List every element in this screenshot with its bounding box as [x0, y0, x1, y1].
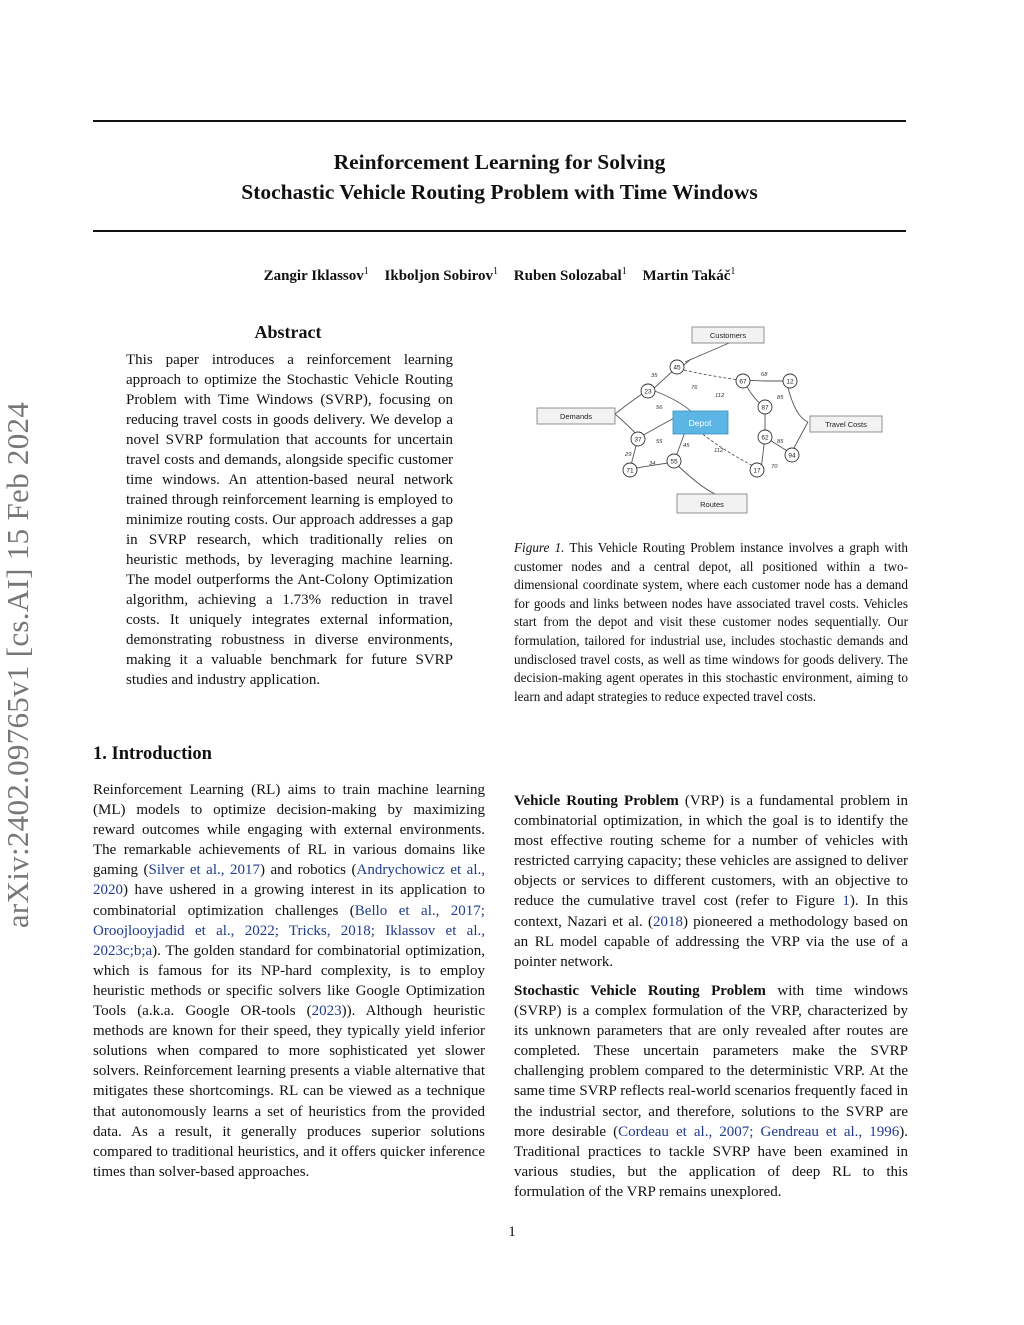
customer-node — [783, 374, 797, 388]
svg-text:45: 45 — [673, 364, 681, 372]
author-affil: 1 — [730, 266, 736, 277]
paper-title — [93, 147, 906, 207]
citation-link[interactable]: Silver et al., 2017 — [148, 862, 261, 879]
customer-node — [750, 463, 764, 477]
box-routes — [677, 494, 747, 513]
svg-text:17: 17 — [753, 467, 761, 475]
svg-text:87: 87 — [761, 404, 769, 412]
svg-text:67: 67 — [739, 378, 747, 386]
edge-label: 55 — [656, 439, 663, 445]
svg-text:Customers: Customers — [709, 331, 747, 340]
paragraph-lead: Stochastic Vehicle Routing Problem — [514, 983, 766, 999]
edge-label: 68 — [761, 372, 768, 378]
edge-label: 45 — [683, 443, 690, 449]
customer-node — [670, 360, 684, 374]
title-bottom-rule — [93, 230, 906, 232]
author: Ikboljon Sobirov — [384, 268, 494, 284]
customer-node — [623, 463, 637, 477]
customer-node — [736, 374, 750, 388]
edge-label: 112 — [715, 393, 725, 399]
figure-1-caption — [514, 539, 908, 706]
paragraph-lead: Vehicle Routing Problem — [514, 793, 679, 809]
edge-label: 70 — [771, 464, 778, 470]
title-line-2: Stochastic Vehicle Routing Problem with Time Windows — [241, 180, 758, 204]
edge-label: 56 — [656, 405, 663, 411]
svg-text:71: 71 — [626, 467, 634, 475]
intro-paragraph — [93, 780, 485, 1182]
svrp-paragraph — [514, 981, 908, 1202]
svg-text:94: 94 — [788, 452, 796, 460]
edge — [615, 414, 637, 435]
customer-node — [758, 400, 772, 414]
text-run: ) pioneered a methodology based on an RL model capable of addressing the VRP via the use of a pointer network. — [514, 913, 909, 970]
author: Ruben Solozabal — [513, 268, 622, 284]
svg-text:Depot: Depot — [688, 418, 712, 428]
edge-label: 85 — [777, 439, 784, 445]
depot-node — [673, 411, 728, 434]
edge-label: 112 — [714, 448, 724, 454]
edge-label: 76 — [691, 385, 698, 391]
abstract-text: This paper introduces a reinforcement learning approach to optimize the Stochastic Vehicle Routing Problem with Time Windows (SVRP), focusing on reducing travel costs in goods delivery. We develop a novel SVRP formulation that accounts for uncertain travel costs and demands, alongside specific customer time windows. An attention-based neural network trained through reinforcement learning is employed to minimize routing costs. Our approach addresses a gap in SVRP research, which traditionally relies on heuristic methods, by leveraging machine learning. The model outperforms the Ant-Colony Optimization algorithm, achieving a 1.73% reduction in travel costs. It uniquely integrates external information, demonstrating robustness in diverse environments, making it a valuable benchmark for future SVRP studies and industry application. — [126, 352, 453, 688]
svg-text:62: 62 — [761, 434, 769, 442]
customer-node — [758, 430, 772, 444]
edge — [679, 369, 740, 380]
customer-node — [631, 432, 645, 446]
vrp-paragraph — [514, 791, 908, 972]
svg-text:55: 55 — [670, 458, 678, 466]
svg-text:12: 12 — [786, 378, 794, 386]
box-customers — [692, 327, 764, 343]
text-run: with time windows (SVRP) is a complex formulation of the VRP, characterized by its unknown parameters that are only revealed after routes are completed. These uncertain parameters make the SVRP challenging problem compared to the deterministic VRP. At the same time SVRP reflects real-world scenarios frequently faced in the industrial sector, and therefore, solutions to the SVRP are more desirable ( — [514, 983, 908, 1140]
citation-link[interactable]: 2018 — [653, 913, 683, 930]
text-run: Reinforcement Learning (RL) aims to train machine learning (ML) models to optimize decision-making by maximizing reward outcomes while engaging with external environments. The remarkable achievements of RL in various domains like gaming ( — [93, 782, 485, 879]
citation-link[interactable]: Cordeau et al., 2007; Gendreau et al., 1996 — [618, 1123, 900, 1140]
author-list — [93, 266, 906, 285]
figure-1-diagram — [525, 322, 905, 522]
svg-text:37: 37 — [634, 436, 642, 444]
text-run: (VRP) is a fundamental problem in combinatorial optimization, in which the goal is to identify the most effective routing scheme for a number of vehicles with restricted carrying capacity; these vehicles are assigned to deliver objects or services to different customers, with an objective to reduce the cumulative travel cost (refer to Figure — [514, 793, 908, 910]
svg-text:23: 23 — [644, 388, 652, 396]
section-heading-introduction: 1. Introduction — [93, 744, 212, 764]
author-affil: 1 — [363, 266, 369, 277]
author-affil: 1 — [621, 266, 627, 277]
title-line-1: Reinforcement Learning for Solving — [333, 150, 666, 174]
customer-node — [667, 454, 681, 468]
svg-text:Travel Costs: Travel Costs — [825, 420, 867, 429]
edge — [674, 462, 715, 494]
text-run: ). The golden standard for combinatorial optimization, which is famous for its NP-hard complexity, is to employ heuristic methods or specific solvers like Google Optimization Tools (a.k.a. Google OR-tools ( — [93, 942, 485, 1020]
figure-caption-label: Figure 1. — [514, 540, 565, 555]
edge-label: 29 — [625, 452, 632, 458]
edge-label: 85 — [777, 395, 784, 401]
edge-label: 34 — [649, 461, 656, 467]
text-run: ). In this context, Nazari et al. ( — [514, 893, 908, 930]
edge — [615, 392, 645, 414]
citation-link[interactable]: 1 — [842, 893, 850, 910]
edge — [787, 384, 808, 422]
citation-link[interactable]: Bello et al., 2017; Oroojlooyjadid et al., 2022; Tricks, 2018; Iklassov et al., 2023c;b;a — [93, 902, 485, 959]
box-travel-costs — [810, 416, 882, 432]
citation-link[interactable]: 2023 — [311, 1003, 342, 1020]
citation-link[interactable]: Andrychowicz et al., 2020 — [93, 862, 485, 899]
author-affil: 1 — [493, 266, 499, 277]
text-run: ) have ushered in a growing interest in its application to combinatorial optimization challenges ( — [93, 882, 485, 919]
svg-text:Routes: Routes — [700, 500, 724, 509]
author: Martin Takáč — [642, 268, 731, 284]
top-rule — [93, 120, 906, 122]
figure-caption-text: This Vehicle Routing Problem instance involves a graph with customer nodes and a central depot, all positioned within a two-dimensional coordinate system, where each customer node has a demand for goods and links between nodes have associated travel costs. Vehicles start from the depot and visit these customer nodes sequentially. Our formulation, tailored for industrial use, includes stochastic demands and undisclosed travel costs, as well as time windows for goods delivery. The decision-making agent operates in this stochastic environment, aiming to learn and adapt strategies to reduce expected travel costs. — [514, 540, 909, 704]
text-run: )). Although heuristic methods are known for their speed, they typically yield inferior solutions when compared to more sophisticated yet slower solvers. Reinforcement learning presents a viable alternative that mitigates these shortcomings. RL can be viewed as a technique that autonomously learns a set of heuristics from the provided data. As a result, it generally produces superior solutions compared to traditional heuristics, and it offers quicker inference times than solver-based approaches. — [93, 1003, 485, 1180]
abstract-heading: Abstract — [254, 322, 322, 342]
text-run: ) and robotics ( — [260, 862, 357, 879]
page-number: 1 — [508, 1224, 516, 1240]
arxiv-identifier: arXiv:2402.09765v1 [cs.AI] 15 Feb 2024 — [0, 401, 35, 929]
edge-label: 35 — [651, 373, 658, 379]
customer-node — [785, 448, 799, 462]
text-run: ). Traditional practices to tackle SVRP have been examined in various studies, but the application of deep RL to this formulation of the VRP remains unexplored. — [514, 1123, 908, 1200]
author: Zangir Iklassov — [263, 268, 364, 284]
svg-text:Demands: Demands — [559, 412, 593, 421]
edge — [700, 432, 761, 470]
customer-node — [641, 384, 655, 398]
edge — [793, 422, 808, 450]
box-demands — [537, 408, 615, 424]
